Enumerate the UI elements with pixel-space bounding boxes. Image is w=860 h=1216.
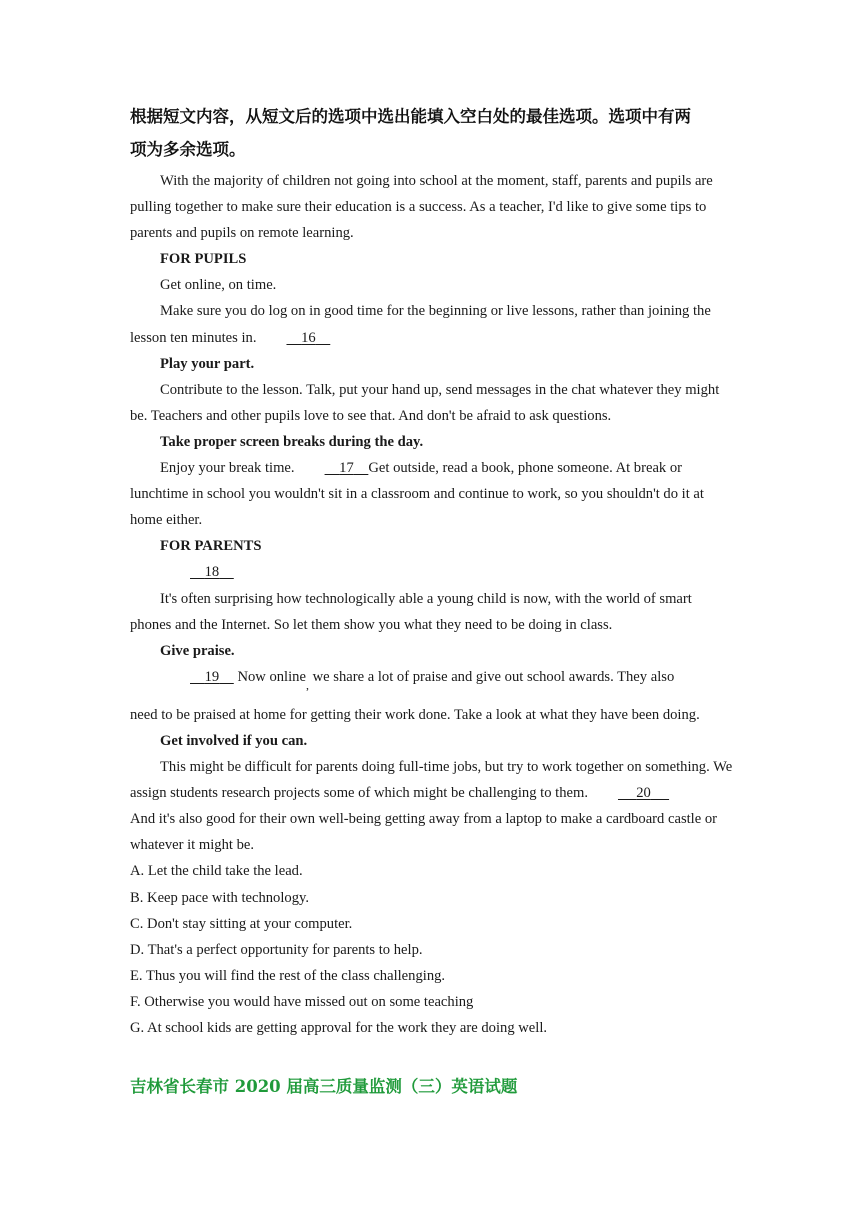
comma-mark: , — [305, 677, 309, 692]
passage — [130, 168, 736, 1041]
intro-paragraph: With the majority of children not going into school at the moment, staff, parents and pupils are pulling together to make sure their education is a success. As a teacher, I'd like to give some tips to parents and pupils on remote learning. — [130, 173, 713, 242]
difficult-text: This might be difficult for parents doing full-time jobs, but try to work together on something. We assign students research projects some of which might be challenging to them. — [130, 759, 733, 802]
option-g: G. At school kids are getting approval for the work they are doing well. — [130, 1020, 548, 1036]
heading-for-pupils: FOR PUPILS — [160, 251, 247, 268]
now-online-text: Now online — [237, 668, 306, 685]
heading-get-involved: Get involved if you can. — [160, 732, 308, 749]
blank-19: 19 — [204, 668, 220, 685]
paragraph-contribute: Contribute to the lesson. Talk, put your hand up, send messages in the chat whatever they might be. Teachers and other pupils love to see that. And don't be afraid to ask questions. — [130, 381, 720, 424]
paragraph-praised-home: need to be praised at home for getting their work done. Take a look at what they have been doing. — [130, 706, 700, 723]
paragraph-difficult — [130, 754, 736, 806]
option-d: D. That's a perfect opportunity for parents to help. — [130, 941, 423, 958]
option-a: A. Let the child take the lead. — [130, 863, 303, 880]
blank-20: 20 — [636, 785, 651, 802]
instructions — [130, 100, 730, 166]
blank-18: 18 — [204, 564, 220, 581]
blank-16: 16 — [301, 329, 316, 346]
option-e: E. Thus you will find the rest of the class challenging. — [130, 967, 446, 984]
blank-17: 17 — [339, 460, 354, 477]
praise-rest-text: we share a lot of praise and give out school awards. They also — [312, 668, 675, 685]
heading-give-praise: Give praise. — [160, 642, 235, 659]
paragraph-now-online — [130, 664, 736, 690]
heading-for-parents: FOR PARENTS — [160, 538, 262, 555]
instruction-line-1: 根据短文内容，从短文后的选项中选出能填入空白处的最佳选项。选项中有两 — [130, 107, 691, 126]
tip-get-online: Get online, on time. — [160, 277, 277, 294]
paragraph-log-on — [130, 298, 736, 350]
option-c: C. Don't stay sitting at your computer. — [130, 915, 353, 932]
spacer — [130, 690, 736, 702]
instruction-line-2: 项为多余选项。 — [130, 140, 246, 159]
source-title: 吉林省长春市 2020 届高三质量监测（三）英语试题 — [130, 1077, 518, 1096]
paragraph-break-time — [130, 455, 736, 533]
heading-play-part: Play your part. — [160, 355, 255, 372]
paragraph-surprising: It's often surprising how technologically able a young child is now, with the world of smart phones and the Internet. So let them show you what they need to be doing in class. — [130, 590, 692, 633]
log-on-text: Make sure you do log on in good time for the beginning or live lessons, rather than joining the lesson ten minutes in. — [130, 303, 711, 346]
enjoy-break-text: Enjoy your break time. — [160, 460, 295, 477]
option-b: B. Keep pace with technology. — [130, 889, 309, 906]
get-outside-text: Get outside, read a book, phone someone. At break or lunchtime in school you wouldn't sit in a classroom and continue to work, so you shouldn't do it at home either. — [130, 460, 704, 529]
heading-screen-breaks: Take proper screen breaks during the day. — [160, 433, 424, 450]
option-f: F. Otherwise you would have missed out on some teaching — [130, 993, 474, 1010]
options-list — [130, 858, 736, 1041]
paragraph-wellbeing: And it's also good for their own well-being getting away from a laptop to make a cardboard castle or whatever it might be. — [130, 811, 718, 854]
paragraph-blank-18 — [130, 559, 736, 585]
